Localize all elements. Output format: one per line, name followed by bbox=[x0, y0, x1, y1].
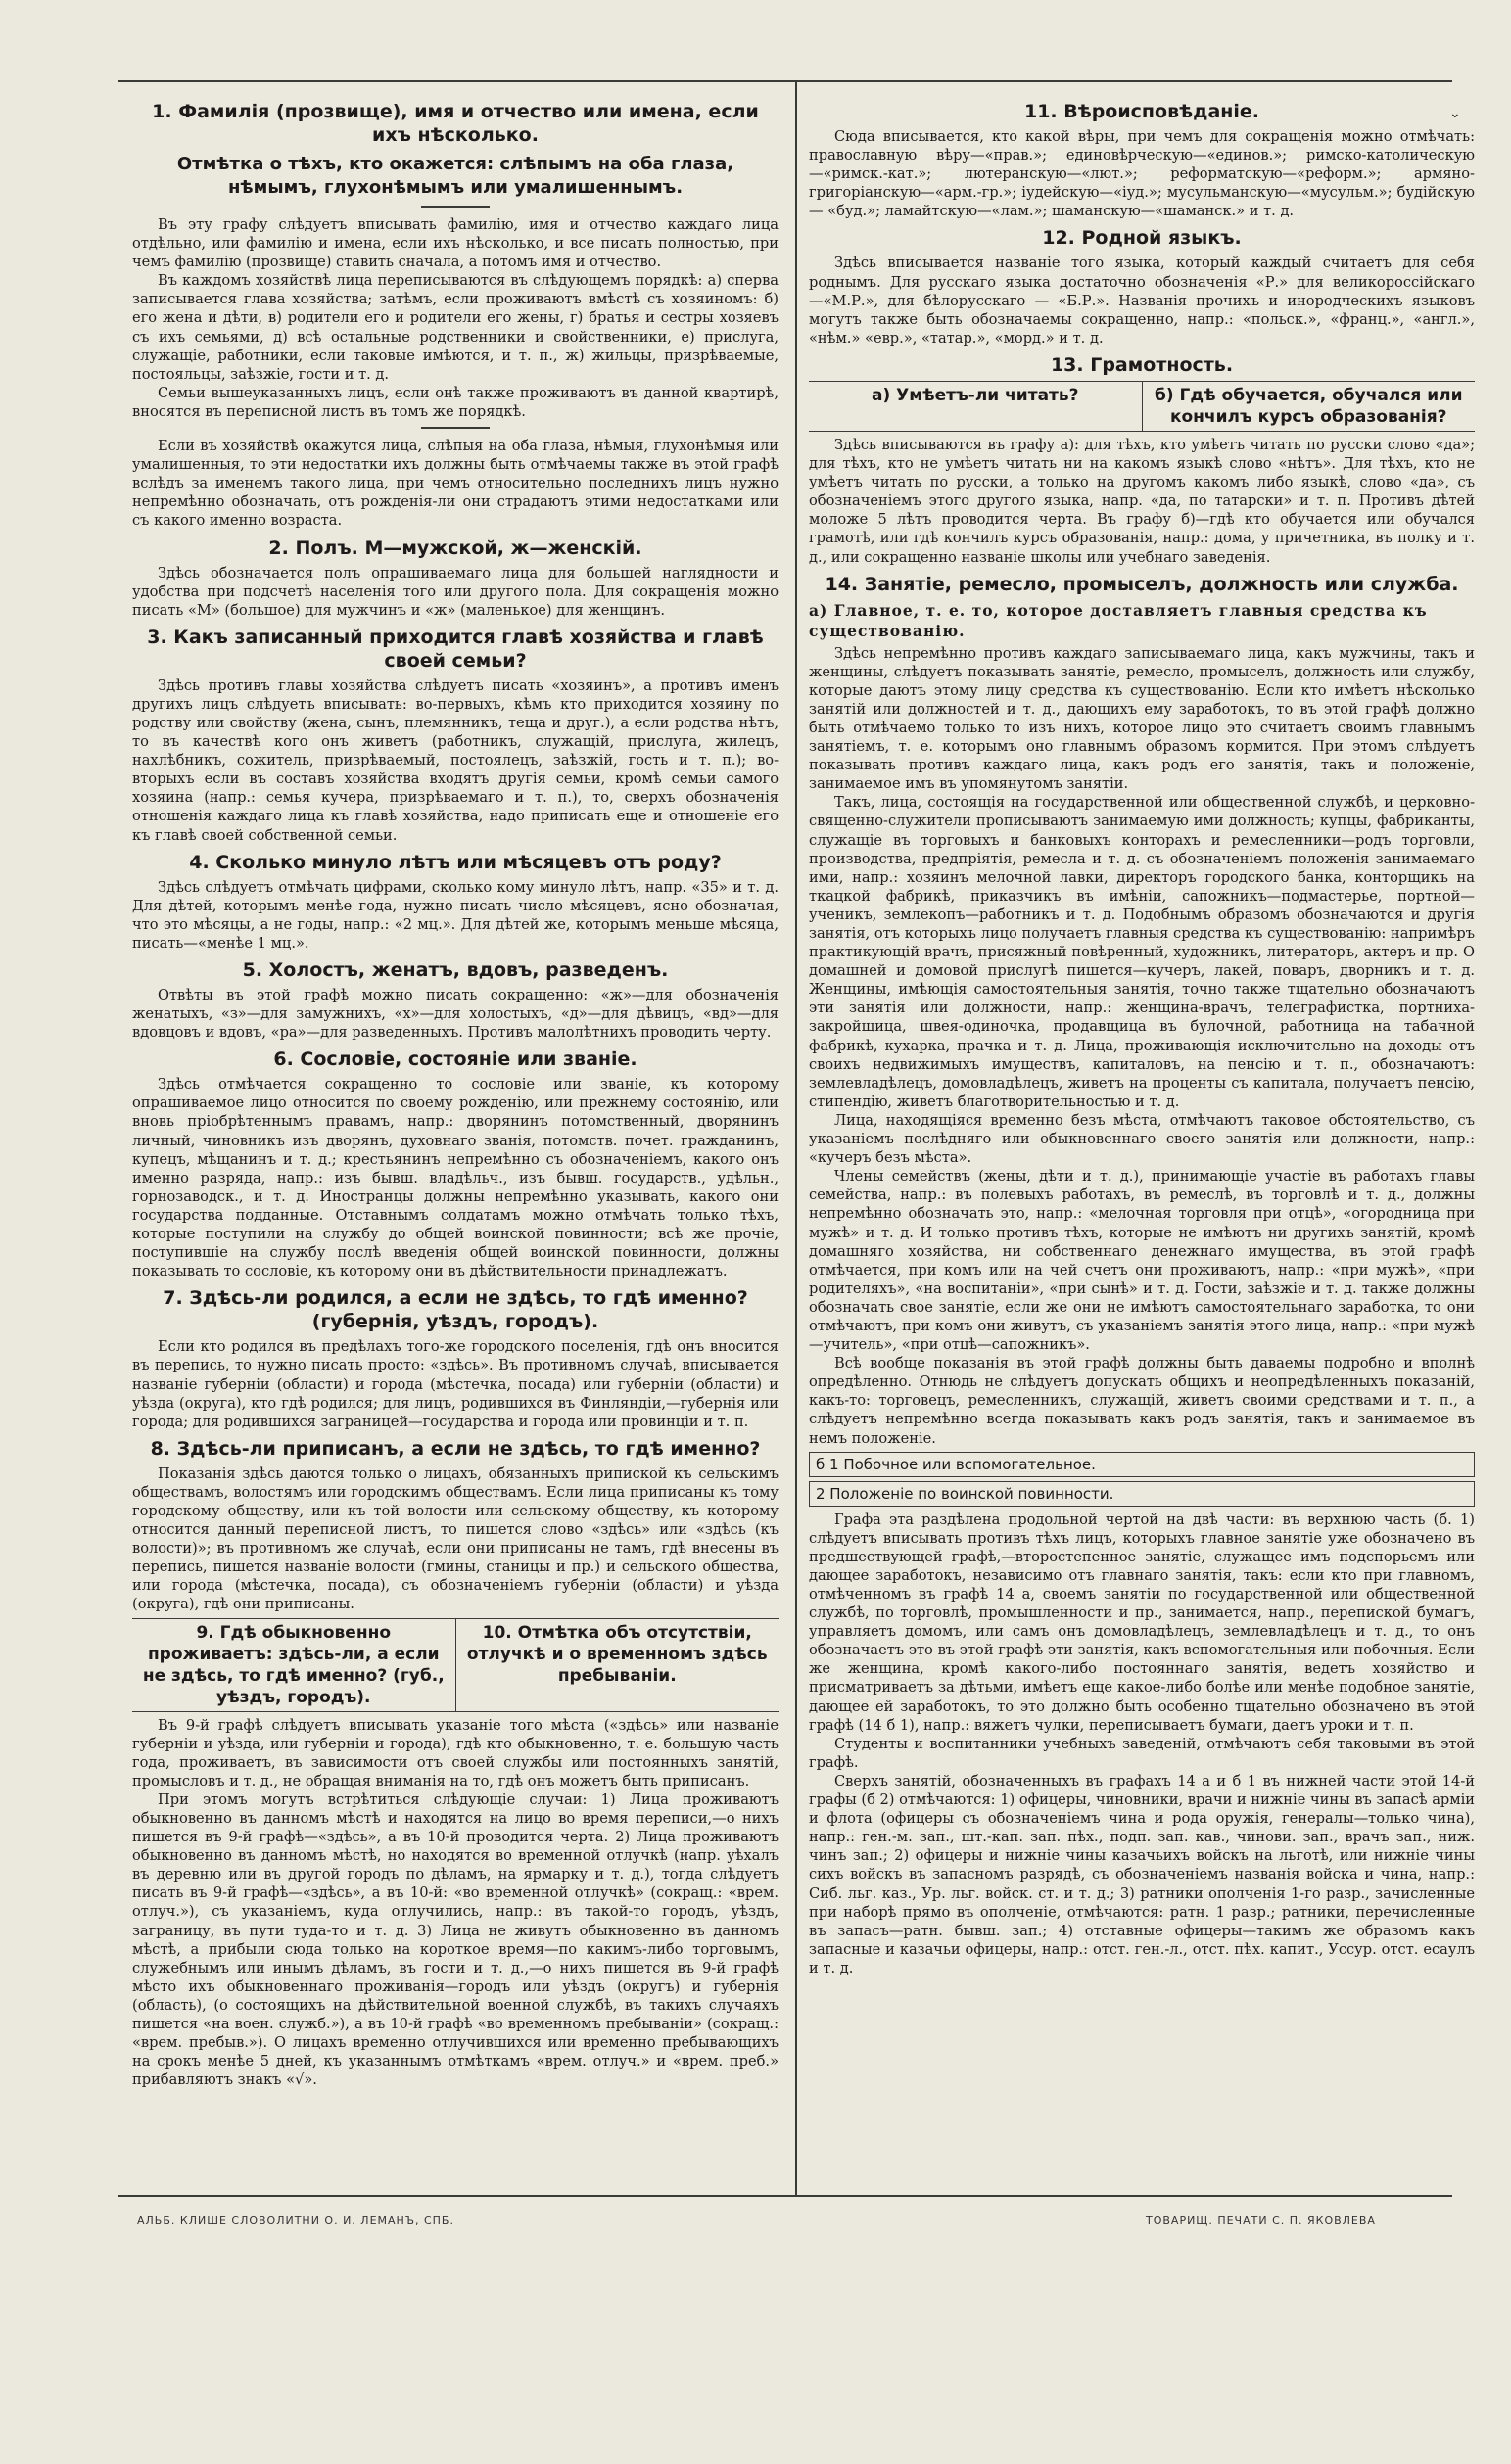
section-11-paragraph: Сюда вписывается, кто какой вѣры, при чемъ для сокращенія можно отмѣчать: православную вѣру—«прав.»; единовѣрческую—«единов.»; римско-католическую—«римск.-кат.»; лютеранскую—«лют.»; реформатскую—«реформ.»; армяно-григоріанскую—«арм.-гр.»; іудейскую—«іуд.»; мусульманскую—«мусульм.»; будійскую — «буд.»; ламайтскую—«лам.»; шаманскую—«шаманск.» и т. д. bbox=[809, 128, 1475, 220]
section-13b-title: б) Гдѣ обучается, обучался или кончилъ курсъ образованія? bbox=[1142, 382, 1476, 431]
section-14b2-box: 2 Положеніе по воинской повинности. bbox=[809, 1481, 1475, 1507]
section-3-title: 3. Какъ записанный приходится главѣ хозяйства и главѣ своей семьи? bbox=[147, 626, 764, 672]
section-8-title: 8. Здѣсь-ли приписанъ, а если не здѣсь, то гдѣ именно? bbox=[150, 1437, 761, 1460]
column-divider bbox=[795, 82, 797, 2195]
section-14-paragraph: Сверхъ занятій, обозначенныхъ въ графахъ 14 а и б 1 въ нижней части этой 14-й графы (б 2) отмѣчаются: 1) офицеры, чиновники, врачи и нижніе чины въ запасѣ арміи и флота (офицеры съ обозначеніемъ чина и рода оружія, генералы—только чина), напр.: ген.-м. зап., шт.-кап. зап. пѣх., подп. зап. кав., чинови. зап., врачъ зап., ниж. чинъ зап.; 2) офицеры и нижніе чины казачьихъ войскъ на льготѣ, или нижніе чины сихъ войскъ въ запасномъ разрядѣ, съ обозначеніемъ названія войска и чина, напр.: Сиб. льг. каз., Ур. льг. войск. ст. и т. д.; 3) ратники ополченія 1-го разр., зачисленные при наборѣ прямо въ ополченіе, отмѣчаются: ратн. 1 разр.; ратники, перечисленные въ запасъ—ратн. бывш. зап.; 4) отставные офицеры—такимъ же образомъ какъ запасные и казачьи офицеры, напр.: отст. ген.-л., отст. пѣх. капит., Уссур. отст. есаулъ и т. д. bbox=[809, 1772, 1475, 1976]
section-12-title: 12. Родной языкъ. bbox=[1042, 227, 1242, 250]
right-column bbox=[809, 94, 1475, 2189]
section-6-paragraph: Здѣсь отмѣчается сокращенно то сословіе или званіе, къ которому опрашиваемое лицо относится по своему рожденію, или прежнему состоянію, или вновь пріобрѣтеннымъ правамъ, напр.: дворянинъ потомственный, дворянинъ личный, чиновникъ изъ дворянъ, духовнаго званія, потомств. почет. гражданинъ, купецъ, мѣщанинъ и т. д.; крестьянинъ непремѣнно съ обозначеніемъ, какого онъ именно разряда, напр.: изъ бывш. владѣльч., изъ бывш. государств., удѣльн., горнозаводск., и т. д. Иностранцы должны непремѣнно указывать, какого они государства подданные. Отставнымъ солдатамъ можно отмѣчать только тѣхъ, которые поступили на службу до общей воинской повинности; всѣ же прочіе, поступившіе на службу послѣ введенія общей воинской повинности, должны показывать то сословіе, къ которому они въ дѣйствительности принадлежатъ. bbox=[132, 1076, 779, 1280]
section-10-title: 10. Отмѣтка объ отсутствіи, отлучкѣ и о временномъ здѣсь пребываніи. bbox=[455, 1619, 779, 1711]
section-14-paragraph: Всѣ вообще показанія въ этой графѣ должны быть даваемы подробно и вполнѣ опредѣленно. Отнюдь не слѣдуетъ допускать общихъ и неопредѣленныхъ показаній, какъ-то: торговецъ, ремесленникъ, служащій, живетъ своими средствами и т. п., а слѣдуетъ непремѣнно всегда показывать какъ родъ занятія, такъ и занимаемое въ немъ положеніе. bbox=[809, 1355, 1475, 1447]
section-6-title: 6. Сословіе, состояніе или званіе. bbox=[273, 1048, 637, 1071]
section-14-paragraph: Лица, находящіяся временно безъ мѣста, отмѣчаютъ таковое обстоятельство, съ указаніемъ послѣдняго или обыкновеннаго своего занятія или должности, напр.: «кучеръ безъ мѣста». bbox=[809, 1111, 1475, 1167]
section-13-paragraph: Здѣсь вписываются въ графу а): для тѣхъ, кто умѣетъ читать по русски слово «да»; для тѣхъ, кто не умѣетъ читать ни на какомъ языкѣ слово «нѣтъ». Для тѣхъ, кто не умѣетъ читать по русски, а только на другомъ какомъ либо языкѣ, слово «да», съ обозначеніемъ этого другого языка, напр. «да, по татарски» и т. п. Противъ дѣтей моложе 5 лѣтъ проводится черта. Въ графу б)—гдѣ кто обучается или обучался грамотѣ, или гдѣ кончилъ курсъ образованія, напр.: дома, у причетника, въ полку и т. д., или сокращенно названіе школы или учебнаго заведенія. bbox=[809, 436, 1475, 566]
bottom-rule bbox=[118, 2195, 1452, 2197]
section-13-header bbox=[809, 381, 1475, 432]
section-3-paragraph: Здѣсь противъ главы хозяйства слѣдуетъ писать «хозяинъ», а противъ именъ другихъ лицъ слѣдуетъ вписывать: во-первыхъ, кѣмъ кто приходится хозяину по родству или свойству (жена, сынъ, племянникъ, теща и друг.), а если родства нѣтъ, то въ качествѣ кого онъ живетъ (работникъ, служащій, прислуга, жилецъ, нахлѣбникъ, сожитель, призрѣваемый, постоялецъ, заѣзжій, гость и т. п.); во-вторыхъ если въ составъ хозяйства входятъ другія семьи, кромѣ семьи самого хозяина (напр.: семья кучера, призрѣваемаго и т. п.), то, сверхъ обозначенія отношенія каждаго лица къ главѣ хозяйства, надо приписать еще и отношеніе его къ главѣ своей собственной семьи. bbox=[132, 676, 779, 844]
section-7-paragraph: Если кто родился въ предѣлахъ того-же городского поселенія, гдѣ онъ вносится въ перепись, то нужно писать просто: «здѣсь». Въ противномъ случаѣ, вписывается названіе губерніи (области) и города (мѣстечка, посада) или губерніи (области) и уѣзда (округа), кто гдѣ родился; для лицъ, родившихся въ Финляндіи,—губернія или города; для родившихся заграницей—государства и города или провинціи и т. п. bbox=[132, 1338, 779, 1430]
footer-right-imprint: ТОВАРИЩ. ПЕЧАТИ С. П. ЯКОВЛЕВА bbox=[1146, 2214, 1376, 2227]
section-4-title: 4. Сколько минуло лѣтъ или мѣсяцевъ отъ роду? bbox=[189, 851, 722, 873]
section-14-paragraph: Члены семействъ (жены, дѣти и т. д.), принимающіе участіе въ работахъ главы семейства, напр.: въ полевыхъ работахъ, въ ремеслѣ, въ торговлѣ и т. д., должны непремѣнно обозначать это, напр.: «мелочная торговля при отцѣ», «огородница при мужѣ» и т. д. И только противъ тѣхъ, которые не имѣютъ ни другихъ занятій, кромѣ домашняго хозяйства, ни собственнаго денежнаго имущества, въ этой графѣ отмѣчается, при комъ или на чей счетъ они проживаютъ, напр.: «при мужѣ», «при родителяхъ», «на воспитаніи», «при сынѣ» и т. д. Гости, заѣзжіе и т. д. также должны обозначать свое занятіе, если же они не имѣютъ самостоятельнаго заработка, то они отмѣчаютъ, при комъ они живутъ, съ указаніемъ занятія этого лица, напр.: «при мужѣ—учитель», «при отцѣ—сапожникъ». bbox=[809, 1168, 1475, 1354]
section-14-paragraph: Здѣсь непремѣнно противъ каждаго записываемаго лица, какъ мужчины, такъ и женщины, слѣдуетъ показывать занятіе, ремесло, промыселъ, должность или службу, которые даютъ этому лицу средства къ существованію. Если кто имѣетъ нѣсколько занятій или должностей и т. д., дающихъ ему заработокъ, то въ этой графѣ должно быть отмѣчаемо только то изъ нихъ, которое лицо это считаетъ своимъ главнымъ занятіемъ, т. е. которымъ оно главнымъ образомъ кормится. При этомъ слѣдуетъ показывать противъ каждаго лица, какъ родъ его занятія, такъ и положеніе, занимаемое имъ въ упомянутомъ занятіи. bbox=[809, 644, 1475, 793]
section-2-paragraph: Здѣсь обозначается полъ опрашиваемаго лица для большей наглядности и удобства при подсчетѣ населенія того или другого пола. Для сокращенія можно писать «М» (большое) для мужчинъ и «ж» (маленькое) для женщинъ. bbox=[132, 564, 779, 619]
section-1-subtitle: Отмѣтка о тѣхъ, кто окажется: слѣпымъ на оба глаза, нѣмымъ, глухонѣмымъ или умалишеннымъ. bbox=[176, 154, 734, 198]
section-5-paragraph: Отвѣты въ этой графѣ можно писать сокращенно: «ж»—для обозначенія женатыхъ, «з»—для замужнихъ, «х»—для холостыхъ, «д»—для дѣвицъ, «вд»—для вдовцовъ и вдовъ, «ра»—для разведенныхъ. Противъ малолѣтнихъ проводить черту. bbox=[132, 987, 779, 1042]
section-9-title: 9. Гдѣ обыкновенно проживаетъ: здѣсь-ли, а если не здѣсь, то гдѣ именно? (губ., уѣздъ, городъ). bbox=[142, 1622, 445, 1707]
section-1-paragraph: Въ эту графу слѣдуетъ вписывать фамилію, имя и отчество каждаго лица отдѣльно, или фамилію и имена, если ихъ нѣсколько, и все писать полностью, при чемъ фамилію (прозвище) ставить сначала, а потомъ имя и отчество. bbox=[132, 216, 779, 271]
section-14-title: 14. Занятіе, ремесло, промыселъ, должность или служба. bbox=[825, 573, 1459, 595]
section-14-paragraph: Такъ, лица, состоящія на государственной или общественной службѣ, и церковно-священно-служители прописываютъ занимаемую ими должность; купцы, фабриканты, служащіе въ торговыхъ и банковыхъ конторахъ и ремесленники—родъ торговли, производства, предпріятія, ремесла и т. д. съ обозначеніемъ положенія занимаемаго ими, напр.: хозяинъ мелочной лавки, директоръ городского банка, конторщикъ на ткацкой фабрикѣ, приказчикъ въ имѣніи, сапожникъ—подмастерье, портной—ученикъ, землекопъ—работникъ и т. д. Подобнымъ образомъ обозначаются и другія занятія, отъ которыхъ лицо получаетъ главныя средства къ существованію: напримѣръ практикующій врачъ, присяжный повѣренный, художникъ, литераторъ, актеръ и пр. О домашней и домовой прислугѣ пишется—кучеръ, лакей, поваръ, дворникъ и т. д. Женщины, имѣющія самостоятельныя занятія, точно также тщательно обозначаютъ эти занятія или должности, напр.: женщина-врачъ, телеграфистка, портниха-закройщица, швея-одиночка, продавщица въ булочной, работница на табачной фабрикѣ, кухарка, прачка и т. д. Лица, проживающія исключительно на доходы отъ своихъ недвижимыхъ имуществъ, капиталовъ, на пенсію и т. п., обозначаютъ: землевладѣлецъ, домовладѣлецъ, живетъ на проценты съ капитала, получаетъ пенсію, стипендію, живетъ благотворительностью и т. д. bbox=[809, 794, 1475, 1110]
section-8-paragraph: Показанія здѣсь даются только о лицахъ, обязанныхъ припиской къ сельскимъ обществамъ, волостямъ или городскимъ обществамъ. Если лица приписаны къ тому городскому обществу, или къ той волости или сельскому обществу, къ которому относится данный переписной листъ, то пишется слово «здѣсь» или «здѣсь (къ волости)»; въ противномъ же случаѣ, если они приписаны не тамъ, гдѣ внесены въ перепись, пишется названіе волости (гмины, станицы и пр.) и сельского общества, или города (мѣстечка, посада), съ обозначеніемъ губерніи (области) и уѣзда (округа), гдѣ они приписаны. bbox=[132, 1464, 779, 1613]
footer-left-imprint: АЛЬБ. КЛИШЕ СЛОВОЛИТНИ О. И. ЛЕМАНЪ, СПБ. bbox=[137, 2214, 454, 2227]
section-1-paragraph: Семьи вышеуказанныхъ лицъ, если онѣ также проживаютъ въ данной квартирѣ, вносятся въ переписной листъ въ томъ же порядкѣ. bbox=[132, 384, 779, 420]
section-11-title: 11. Вѣроисповѣданіе. bbox=[1023, 101, 1260, 122]
section-5-title: 5. Холостъ, женатъ, вдовъ, разведенъ. bbox=[242, 959, 669, 981]
section-4-paragraph: Здѣсь слѣдуетъ отмѣчать цифрами, сколько кому минуло лѣтъ, напр. «35» и т. д. Для дѣтей, которымъ менѣе года, нужно писать число мѣсяцевъ, ясно обозначая, что это мѣсяцы, а не годы, напр.: «2 мц.». Для дѣтей же, которымъ меньше мѣсяца, писать—«менѣе 1 мц.». bbox=[132, 878, 779, 952]
section-9-paragraph: Въ 9-й графѣ слѣдуетъ вписывать указаніе того мѣста («здѣсь» или названіе губерніи и уѣзда, или губерніи и города), гдѣ кто обыкновенно, т. е. большую часть года, проживаетъ, въ зависимости отъ своей службы или постоянныхъ занятій, промысловъ и т. д., не обращая вниманія на то, гдѣ онъ можетъ быть приписанъ. bbox=[132, 1716, 779, 1790]
section-1-paragraph: Въ каждомъ хозяйствѣ лица переписываются въ слѣдующемъ порядкѣ: а) сперва записывается глава хозяйства; затѣмъ, если проживаютъ вмѣстѣ съ хозяиномъ: б) его жена и дѣти, в) родители его и родители его жены, г) братья и сестры хозяевъ съ ихъ семьями, д) всѣ остальные родственники и свойственники, е) прислуга, служащіе, работники, если таковые имѣются, и т. п., ж) жильцы, призрѣваемые, постояльцы, заѣзжіе, гости и т. д. bbox=[132, 272, 779, 383]
section-9-10-header bbox=[132, 1618, 779, 1712]
left-column bbox=[132, 94, 779, 2189]
section-2-title: 2. Полъ. М—мужской, ж—женскій. bbox=[268, 536, 642, 559]
section-13a-title: а) Умѣетъ-ли читать? bbox=[871, 385, 1079, 405]
section-13-title: 13. Грамотность. bbox=[1050, 353, 1234, 376]
corner-mark: ⌄ bbox=[1449, 106, 1461, 121]
separator bbox=[421, 427, 490, 429]
section-14b1-box: б 1 Побочное или вспомогательное. bbox=[809, 1452, 1475, 1477]
section-7-title: 7. Здѣсь-ли родился, а если не здѣсь, то гдѣ именно? (губернія, уѣздъ, городъ). bbox=[163, 1287, 748, 1333]
section-14-paragraph: Графа эта раздѣлена продольной чертой на двѣ части: въ верхнюю часть (б. 1) слѣдуетъ вписывать противъ тѣхъ лицъ, которыхъ главное занятіе уже обозначено въ предшествующей графѣ,—второстепенное занятіе, служащее имъ подспорьемъ или дающее заработокъ, независимо отъ главнаго занятія, такъ: если кто при главномъ, отмѣченномъ въ графѣ 14 а, своемъ занятіи по государственной или общественной службѣ, по торговлѣ, промышленности и пр., занимается, напр., перепиской бумагъ, управляетъ домомъ, или самъ онъ домовладѣлецъ, землевладѣлецъ и т. д., то онъ обозначаетъ это въ этой графѣ эти занятія, какъ вспомогательныя или побочныя. Если же женщина, кромѣ какого-либо постояннаго занятія, ведетъ хозяйство и присматриваетъ за дѣтьми, имѣетъ еще какое-либо болѣе или менѣе подобное занятіе, дающее ей заработокъ, то это должно быть особенно тщательно обозначено въ этой графѣ (14 б 1), напр.: вяжетъ чулки, переписываетъ бумаги, даетъ уроки и т. п. bbox=[809, 1511, 1475, 1734]
section-1-title: 1. Фамилія (прозвище), имя и отчество или имена, если ихъ нѣсколько. bbox=[152, 101, 759, 146]
section-9-paragraph: При этомъ могутъ встрѣтиться слѣдующіе случаи: 1) Лица проживаютъ обыкновенно въ данномъ мѣстѣ и находятся на лицо во время переписи,—о нихъ пишется въ 9-й графѣ—«здѣсь», а въ 10-й проводится черта. 2) Лица проживаютъ обыкновенно въ данномъ мѣстѣ, но находятся во временной отлучкѣ (напр. уѣхалъ въ деревню или въ другой городъ по дѣламъ, на ярмарку и т. д.), тогда слѣдуетъ писать въ 9-й графѣ—«здѣсь», а въ 10-й: «во временной отлучкѣ» (сокращ.: «врем. отлуч.»), съ указаніемъ, куда отлучились, напр.: въ такой-то городъ, уѣздъ, заграницу, въ пути туда-то и т. д. 3) Лица не живутъ обыкновенно въ данномъ мѣстѣ, а прибыли сюда только на короткое время—по какимъ-либо торговымъ, служебнымъ или инымъ дѣламъ, въ гости и т. д.,—о нихъ пишется въ 9-й графѣ мѣсто ихъ обыкновеннаго проживанія—городъ или уѣздъ (округъ) и губернія (область), (о состоящихъ на дѣйствительной военной службѣ, въ такихъ случаяхъ пишется «на воен. служб.»), а въ 10-й графѣ «во временномъ пребываніи» (сокращ.: «врем. пребыв.»). О лицахъ временно отлучившихся или временно пребывающихъ на срокъ менѣе 5 дней, къ указаннымъ отмѣткамъ «врем. отлуч.» и «врем. преб.» прибавляютъ знакъ «√». bbox=[132, 1790, 779, 2089]
section-14a-subtitle: а) Главное, т. е. то, которое доставляетъ главныя средства къ существованію. bbox=[809, 600, 1428, 640]
section-12-paragraph: Здѣсь вписывается названіе того языка, который каждый считаетъ для себя роднымъ. Для русскаго языка достаточно обозначенія «Р.» для великороссійскаго—«М.Р.», для бѣлорусскаго — «Б.Р.». Названія прочихъ и инородческихъ языковъ могутъ также быть обозначаемы сокращенно, напр.: «польск.», «франц.», «англ.», «нѣм.» «евр.», «татар.», «морд.» и т. д. bbox=[809, 255, 1475, 347]
separator bbox=[421, 206, 490, 208]
section-14-paragraph: Студенты и воспитанники учебныхъ заведеній, отмѣчаютъ себя таковыми въ этой графѣ. bbox=[809, 1735, 1475, 1771]
top-rule bbox=[118, 80, 1452, 82]
section-1-paragraph: Если въ хозяйствѣ окажутся лица, слѣпыя на оба глаза, нѣмыя, глухонѣмыя или умалишенныя, то эти недостатки ихъ должны быть отмѣчаемы также въ этой графѣ вслѣдъ за именемъ такого лица, при чемъ относительно последнихъ лицъ нужно непремѣнно обозначать, отъ рожденія-ли они страдаютъ этими недостатками или съ какого именно возраста. bbox=[132, 438, 779, 530]
